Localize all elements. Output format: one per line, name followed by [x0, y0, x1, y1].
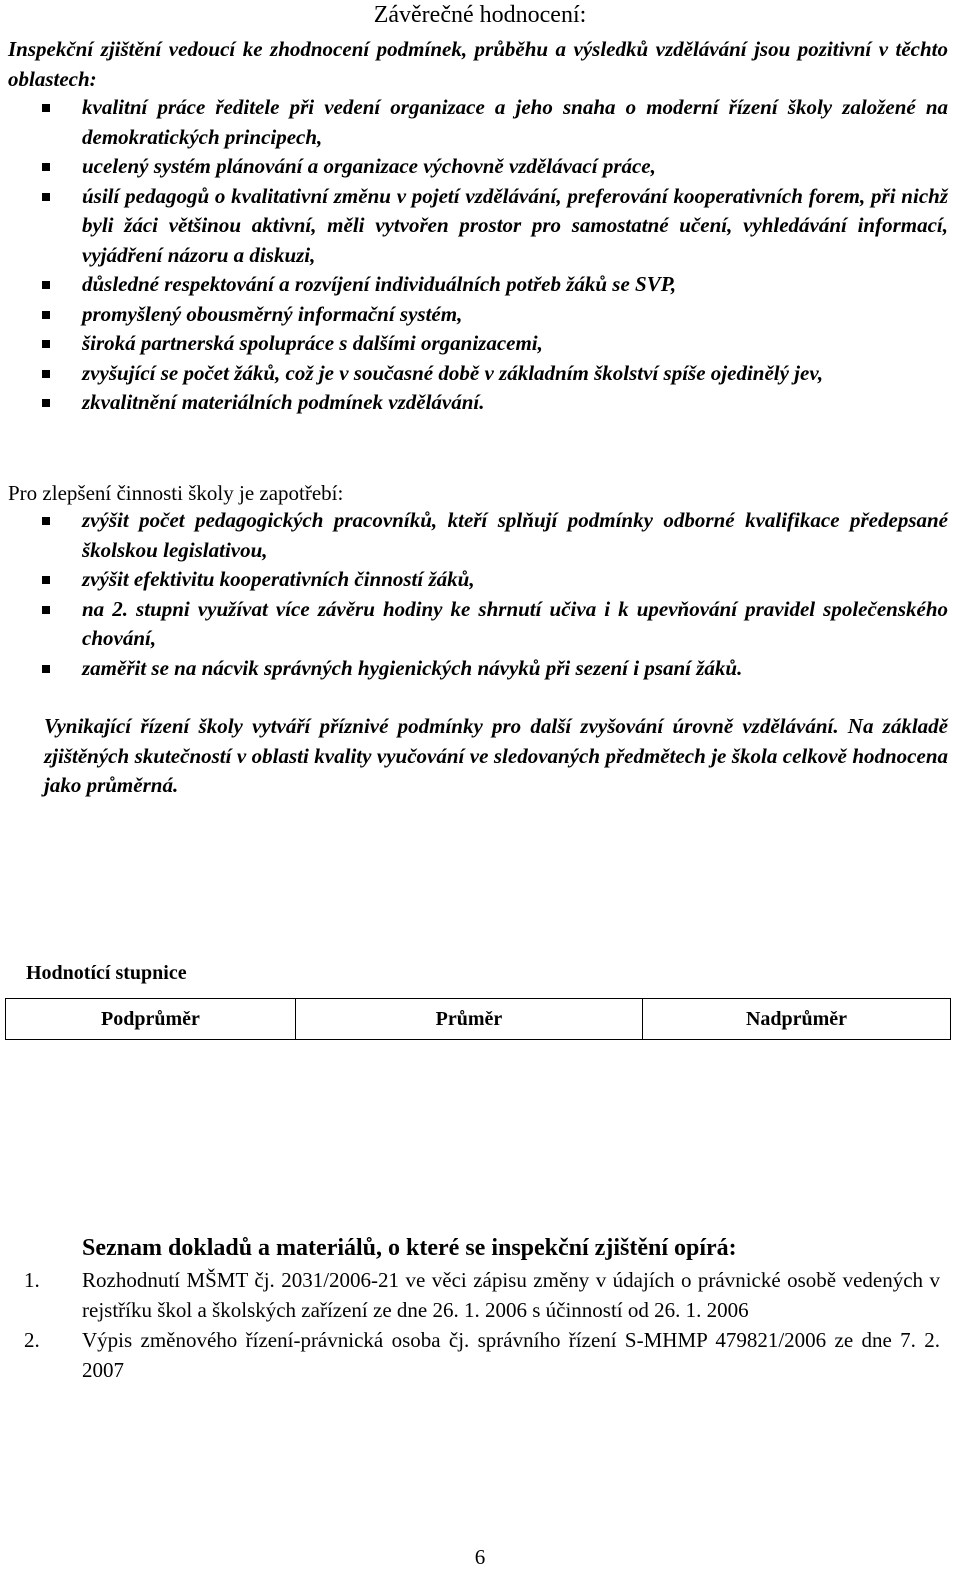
section-title: Závěrečné hodnocení:	[373, 2, 587, 28]
list-item-text: zvýšit efektivitu kooperativních činností žáků,	[82, 567, 475, 591]
improvements-heading: Pro zlepšení činnosti školy je zapotřebí:	[8, 481, 344, 505]
square-bullet-icon	[42, 576, 50, 584]
square-bullet-icon	[42, 104, 50, 112]
square-bullet-icon	[42, 370, 50, 378]
list-item	[0, 182, 960, 271]
scale-average: Průměr	[296, 999, 643, 1040]
rating-scale-table	[5, 998, 951, 1040]
list-item	[0, 565, 960, 595]
square-bullet-icon	[42, 163, 50, 171]
list-item-number: 2.	[24, 1328, 40, 1352]
list-item	[0, 93, 960, 152]
list-item-text: široká partnerská spolupráce s dalšími organizacemi,	[82, 331, 543, 355]
square-bullet-icon	[42, 340, 50, 348]
list-item	[0, 388, 960, 418]
list-item	[0, 1265, 960, 1325]
list-item-text: zaměřit se na nácvik správných hygienických návyků při sezení i psaní žáků.	[82, 655, 743, 680]
improvements-list	[0, 506, 960, 683]
list-item-text: Výpis změnového řízení-právnická osoba čj. správního řízení S-MHMP 479821/2006 ze dne 7. 2. 2007	[82, 1328, 940, 1382]
scale-above-average: Nadprůměr	[643, 999, 951, 1040]
list-item-text: kvalitní práce ředitele při vedení organizace a jeho snaha o moderní řízení školy založené na demokratických principech,	[82, 95, 948, 149]
intro-paragraph: Inspekční zjištění vedoucí ke zhodnocení podmínek, průběhu a výsledků vzdělávání jsou pozitivní v těchto oblastech:	[8, 37, 948, 91]
list-item-number: 1.	[24, 1268, 40, 1292]
list-item	[0, 595, 960, 654]
list-item	[0, 1325, 960, 1385]
summary-paragraph: Vynikající řízení školy vytváří příznivé podmínky pro další zvyšování úrovně vzdělávání. Na základě zjištěných skutečností v oblasti kvality vyučování ve sledovaných předmětech je škola celkově hodnocena jako průměrná.	[44, 714, 948, 797]
rating-scale-heading: Hodnotící stupnice	[26, 962, 187, 984]
list-item-text: důsledné respektování a rozvíjení individuálních potřeb žáků se SVP,	[82, 272, 677, 296]
list-item-text: promyšlený obousměrný informační systém,	[82, 301, 463, 326]
list-item	[0, 654, 960, 684]
list-item	[0, 359, 960, 389]
list-item	[0, 300, 960, 330]
square-bullet-icon	[42, 311, 50, 319]
list-item	[0, 152, 960, 182]
square-bullet-icon	[42, 281, 50, 289]
list-item	[0, 506, 960, 565]
scale-below-average: Podprůměr	[6, 999, 296, 1040]
square-bullet-icon	[42, 606, 50, 614]
square-bullet-icon	[42, 193, 50, 201]
list-item	[0, 329, 960, 359]
list-item-text: úsilí pedagogů o kvalitativní změnu v pojetí vzdělávání, preferování kooperativních forem, při nichž byli žáci většinou aktivní, měli vytvořen prostor pro samostatné učení, vyhledávání informací, vyjádření názoru a diskuzi,	[82, 183, 948, 267]
list-item	[0, 270, 960, 300]
page-number: 6	[474, 1545, 486, 1569]
documents-list	[0, 1265, 960, 1385]
positives-list	[0, 93, 960, 418]
list-item-text: Rozhodnutí MŠMT čj. 2031/2006-21 ve věci zápisu změny v údajích o právnické osobě vedených v rejstříku škol a školských zařízení ze dne 26. 1. 2006 s účinností od 26. 1. 2006	[82, 1268, 940, 1322]
list-item-text: na 2. stupni využívat více závěru hodiny ke shrnutí učiva i k upevňování pravidel společenského chování,	[82, 596, 948, 650]
square-bullet-icon	[42, 399, 50, 407]
list-item-text: zvýšit počet pedagogických pracovníků, kteří splňují podmínky odborné kvalifikace předepsané školskou legislativou,	[82, 508, 948, 562]
square-bullet-icon	[42, 665, 50, 673]
documents-heading: Seznam dokladů a materiálů, o které se inspekční zjištění opírá:	[82, 1235, 737, 1261]
list-item-text: ucelený systém plánování a organizace výchovně vzdělávací práce,	[82, 154, 656, 178]
list-item-text: zkvalitnění materiálních podmínek vzdělávání.	[82, 390, 485, 414]
square-bullet-icon	[42, 517, 50, 525]
list-item-text: zvyšující se počet žáků, což je v současné době v základním školství spíše ojedinělý jev,	[82, 360, 824, 385]
table-row	[6, 999, 951, 1040]
